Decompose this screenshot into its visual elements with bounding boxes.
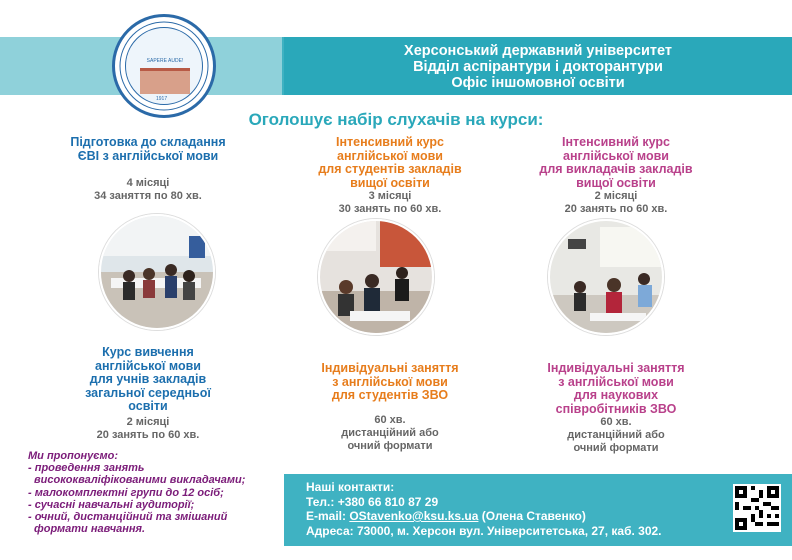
header-line-3: Офіс іншомовної освіти xyxy=(451,75,625,91)
course-4-meta xyxy=(48,416,248,442)
offer-item: - малокомплектні групи до 12 осіб; xyxy=(28,486,224,499)
logo-emblem xyxy=(125,27,203,105)
offer-item: висококваліфікованими викладачами; xyxy=(34,474,246,487)
course-1-title-line: Підготовка до складання xyxy=(70,135,226,149)
contacts-email-line xyxy=(306,509,792,524)
contacts-address: Адреса: 73000, м. Херсон вул. Університетська, 27, каб. 302. xyxy=(306,523,662,538)
course-1-title-line: ЄВІ з англійської мови xyxy=(77,148,219,163)
course-3-title-line: англійської мови xyxy=(563,148,669,163)
course-6-format-b: очний формати xyxy=(573,442,659,454)
course-2-duration: 3 місяці xyxy=(368,190,412,202)
course-1-meta xyxy=(48,177,248,203)
course-5-format-b: очний формати xyxy=(347,440,433,452)
classroom-photo-3 xyxy=(548,219,664,335)
logo-year: 1917 xyxy=(156,96,168,102)
contacts-box xyxy=(284,474,792,546)
course-6-meta xyxy=(506,416,726,455)
course-1-title xyxy=(48,136,248,163)
classroom-photo-2 xyxy=(318,219,434,335)
course-4-title-line: загальної середньої xyxy=(85,385,211,400)
course-5-meta xyxy=(280,414,500,453)
course-2-title-line: вищої освіти xyxy=(350,175,430,190)
contacts-phone[interactable]: Тел.: +380 66 810 87 29 xyxy=(306,494,439,509)
course-4-duration: 2 місяці xyxy=(126,416,170,428)
building-icon xyxy=(140,68,190,94)
logo-motto: SAPERE AUDE! xyxy=(146,58,184,64)
course-4-title-line: англійської мови xyxy=(95,358,201,373)
email-person: (Олена Ставенко) xyxy=(478,509,586,523)
offer-item: - очний, дистанційний та змішаний xyxy=(28,511,228,524)
course-3-title-line: для викладачів закладів xyxy=(539,162,693,176)
course-3-title-line: Інтенсивний курс xyxy=(562,135,670,149)
course-2-title-line: для студентів закладів xyxy=(318,162,462,176)
course-6-format-a: дистанційний або xyxy=(567,429,665,441)
header-line-1: Херсонський державний університет xyxy=(404,43,672,59)
offer-list xyxy=(28,450,278,535)
course-5-title-line: з англійської мови xyxy=(332,374,448,389)
offer-item: формати навчання. xyxy=(34,523,146,536)
email-label: E-mail: xyxy=(306,509,350,523)
course-6-title-line: для наукових xyxy=(573,388,659,402)
course-4-sessions: 20 занять по 60 хв. xyxy=(96,429,200,441)
course-5-format-a: дистанційний або xyxy=(341,427,439,439)
course-6-title-line: з англійської мови xyxy=(558,374,674,389)
contacts-heading: Наші контакти: xyxy=(306,480,395,494)
course-5-title-line: для студентів ЗВО xyxy=(331,388,449,402)
qr-code-icon[interactable] xyxy=(733,484,781,532)
offer-item: - сучасні навчальні аудиторії; xyxy=(28,498,195,511)
offer-heading: Ми пропонуємо: xyxy=(28,450,119,462)
course-2-meta xyxy=(280,190,500,216)
course-4-title xyxy=(48,346,248,414)
course-5-title-line: Індивідуальні заняття xyxy=(321,361,459,375)
course-3-duration: 2 місяці xyxy=(594,190,638,202)
course-3-meta xyxy=(506,190,726,216)
announcement: Оголошує набір слухачів на курси: xyxy=(248,110,544,129)
course-4-title-line: Курс вивчення xyxy=(102,345,194,359)
course-6-title-line: Індивідуальні заняття xyxy=(547,361,685,375)
course-6-title xyxy=(506,362,726,416)
course-3-title xyxy=(506,136,726,190)
header-line-2: Відділ аспірантури і докторантури xyxy=(413,59,663,75)
offer-item: - проведення занять xyxy=(28,462,145,475)
course-4-title-line: для учнів закладів xyxy=(89,372,207,386)
course-5-duration: 60 хв. xyxy=(374,414,406,426)
course-5-title xyxy=(280,362,500,403)
header-title-box xyxy=(284,37,792,95)
course-4-title-line: освіти xyxy=(128,399,168,413)
course-2-title-line: Інтенсивний курс xyxy=(336,135,444,149)
course-1-sessions: 34 заняття по 80 хв. xyxy=(94,190,202,202)
university-logo xyxy=(112,14,216,118)
email-link[interactable]: OStavenko@ksu.ks.ua xyxy=(349,509,479,523)
course-2-title-line: англійської мови xyxy=(337,148,443,163)
course-3-title-line: вищої освіти xyxy=(576,175,656,190)
course-2-title xyxy=(280,136,500,190)
classroom-photo-1 xyxy=(99,214,215,330)
course-2-sessions: 30 занять по 60 хв. xyxy=(338,203,442,215)
course-3-sessions: 20 занять по 60 хв. xyxy=(564,203,668,215)
course-6-title-line: співробітників ЗВО xyxy=(555,401,677,416)
course-6-duration: 60 хв. xyxy=(600,416,632,428)
course-1-duration: 4 місяці xyxy=(126,177,170,189)
